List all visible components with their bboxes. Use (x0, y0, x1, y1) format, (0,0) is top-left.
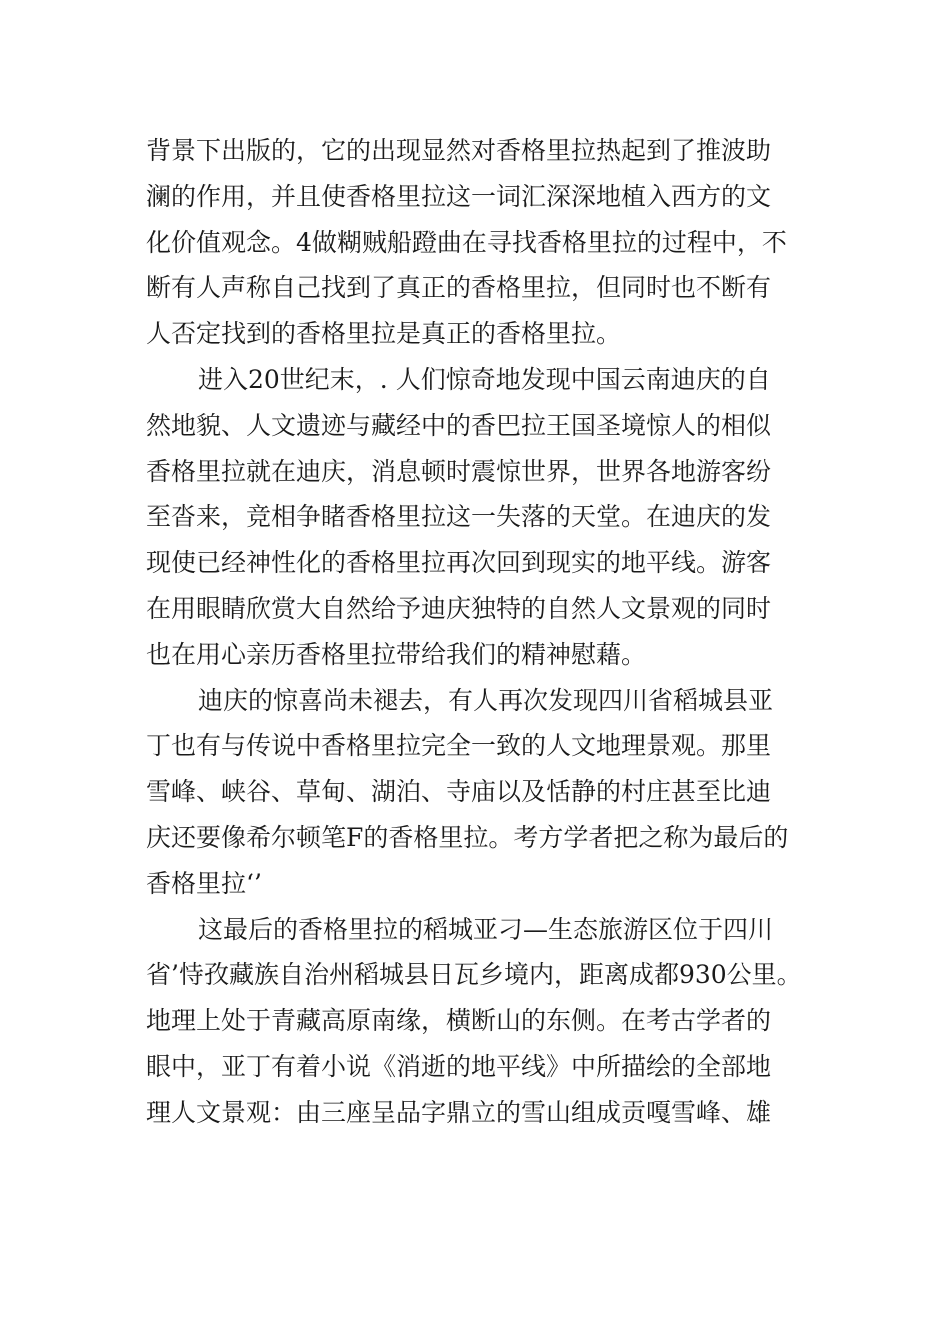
text-line: 澜的作用，并且使香格里拉这一词汇深深地植入西方的文 (146, 181, 772, 211)
text-line: 香格里拉就在迪庆，消息顿时震惊世界，世界各地游客纷 (146, 456, 772, 486)
text-line: 至沓来，竞相争睹香格里拉这一失落的天堂。在迪庆的发 (146, 502, 772, 532)
text-line: 背景下出版的，它的出现显然对香格里拉热起到了推波助 (146, 136, 772, 165)
paragraph-first-line: 迪庆的惊喜尚未褪去，有人再次发现四川省稻城县亚 (198, 685, 774, 715)
text-line: 现使已经神性化的香格里拉再次回到现实的地平线。游客 (146, 548, 772, 578)
text-line: 断有人声称自己找到了真正的香格里拉，但同时也不断有 (146, 273, 772, 303)
text-line: 化价值观念。4做糊贼船蹬曲在寻找香格里拉的过程中，不 (146, 227, 787, 257)
text-line: 丁也有与传说中香格里拉完全一致的人文地理景观。那里 (146, 731, 772, 761)
text-line: 雪峰、峡谷、草甸、湖泊、寺庙以及恬静的村庄甚至比迪 (146, 777, 772, 807)
text-line: 然地貌、人文遗迹与藏经中的香巴拉王国圣境惊人的相似 (146, 410, 772, 440)
text-line: 人否定找到的香格里拉是真正的香格里拉。 (146, 319, 622, 349)
text-line: 理人文景观：由三座呈品字鼎立的雪山组成贡嘎雪峰、雄 (146, 1097, 772, 1127)
text-line: 也在用心亲历香格里拉带给我们的精神慰藉。 (146, 639, 647, 669)
text-line: 香格里拉‘’ (146, 868, 262, 898)
text-line: 庆还要像希尔顿笔F的香格里拉。考方学者把之称为最后的 (146, 822, 789, 852)
text-line: 省’恃孜藏族自治州稻城县日瓦乡境内，距离成都930公里。 (146, 960, 802, 990)
paragraph-first-line: 进入20世纪末，. 人们惊奇地发现中国云南迪庆的自 (198, 364, 771, 394)
text-line: 地理上处于青藏高原南缘，横断山的东侧。在考古学者的 (146, 1006, 772, 1036)
text-line: 眼中，亚丁有着小说《消逝的地平线》中所描绘的全部地 (146, 1051, 772, 1081)
paragraph-first-line: 这最后的香格里拉的稻城亚刁—生态旅游区位于四川 (198, 914, 774, 944)
text-line: 在用眼睛欣赏大自然给予迪庆独特的自然人文景观的同时 (146, 593, 772, 623)
document-body (146, 128, 826, 1136)
